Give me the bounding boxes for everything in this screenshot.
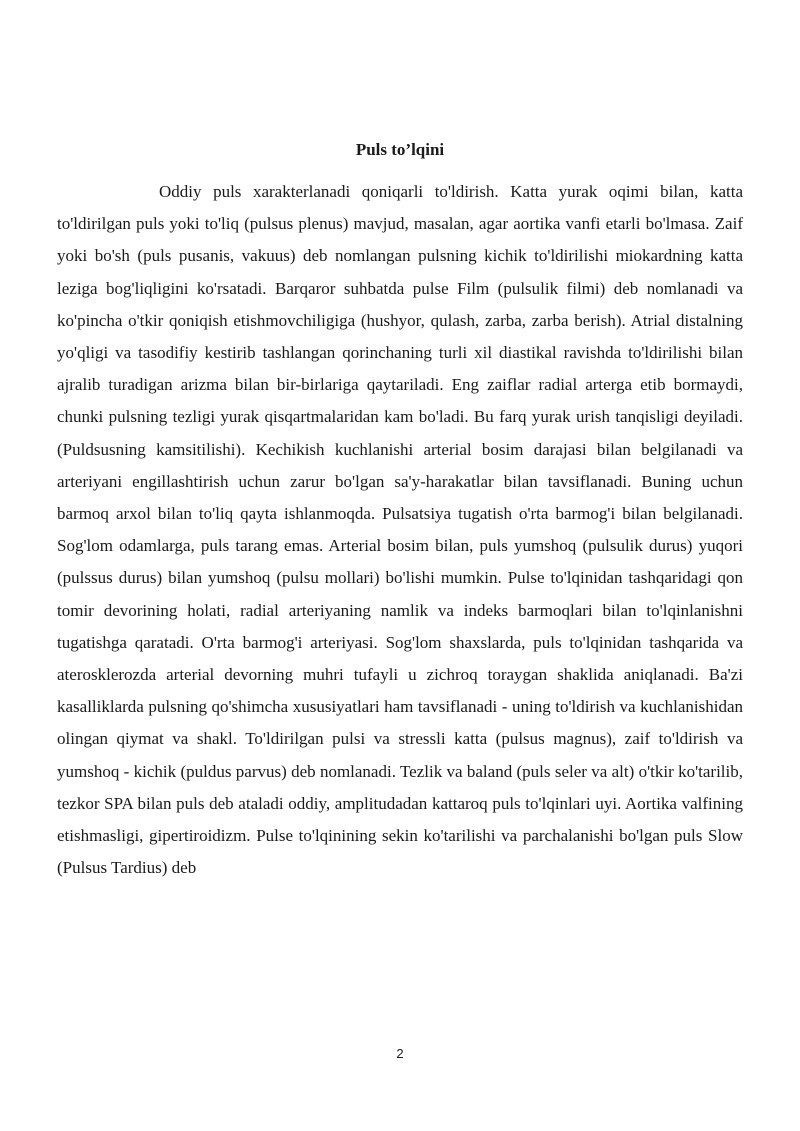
page-title: Puls to’lqini: [355, 140, 445, 159]
body-paragraph: Oddiy puls xarakterlanadi qoniqarli to'ldirish. Katta yurak oqimi bilan, katta to'ldirilgan puls yoki to'liq (pulsus plenus) mavjud, masalan, agar aortika vanfi etarli bo'lmasa. Zaif yoki bo'sh (puls pusanis, vakuus) deb nomlangan pulsning kichik to'ldirilishi miokardning katta leziga bog'liqligini ko'rsatadi. Barqaror suhbatda pulse Film (pulsulik filmi) deb nomlanadi va ko'pincha o'tkir qoniqish etishmovchiligiga (hushyor, qulash, zarba, zarba berish). Atrial distalning yo'qligi va tasodifiy kestirib tashlangan qorinchaning turli xil diastikal ravishda to'ldirilishi bilan ajralib turadigan arizma bilan bir-birlariga qaytariladi. Eng zaiflar radial arterga etib bormaydi, chunki pulsning tezligi yurak qisqartmalaridan kam bo'ladi. Bu farq yurak urish tanqisligi deyiladi. (Puldsusning kamsitilishi). Kechikish kuchlanishi arterial bosim darajasi bilan belgilanadi va arteriyani engillashtirish uchun zarur bo'lgan sa'y-harakatlar bilan tavsiflanadi. Buning uchun barmoq arxol bilan to'liq qayta ishlanmoqda. Pulsatsiya tugatish o'rta barmog'i bilan belgilanadi. Sog'lom odamlarga, puls tarang emas. Arterial bosim bilan, puls yumshoq (pulsulik durus) yuqori (pulssus durus) bilan yumshoq (pulsu mollari) bo'lishi mumkin. Pulse to'lqinidan tashqaridagi qon tomir devorining holati, radial arteriyaning namlik va indeks barmoqlari bilan to'lqinlanishni tugatishga qaratadi. O'rta barmog'i arteriyasi. Sog'lom shaxslarda, puls to'lqinidan tashqarida va aterosklerozda arterial devorning muhri tufayli u zichroq toraygan shaklida aniqlanadi. Ba'zi kasalliklarda pulsning qo'shimcha xususiyatlari ham tavsiflanadi - uning to'ldirish va kuchlanishidan olingan qiymat va shakl. To'ldirilgan pulsi va stressli katta (pulsus magnus), zaif to'ldirish va yumshoq - kichik (puldus parvus) deb nomlanadi. Tezlik va baland (puls seler va alt) o'tkir ko'tarilib, tezkor SPA bilan puls deb ataladi oddiy, amplitudadan kattaroq puls to'lqinlari uyi. Aortika valfining etishmasligi, gipertiroidizm. Pulse to'lqinining sekin ko'tarilishi va parchalanishi bo'lgan puls Slow (Pulsus Tardius) deb: [57, 182, 743, 878]
page-number: 2: [396, 1046, 404, 1061]
